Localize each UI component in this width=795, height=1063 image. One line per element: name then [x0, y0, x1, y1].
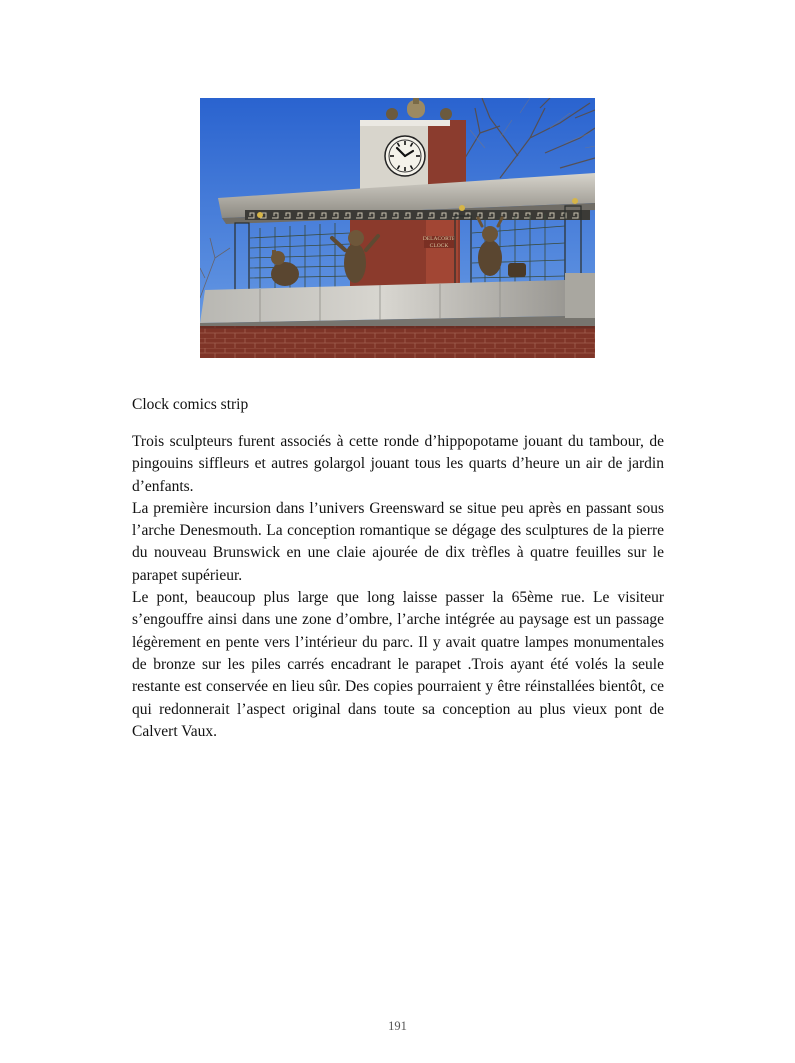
- photo-clock-tower-icon: [200, 98, 595, 358]
- paragraph: La première incursion dans l’univers Greensward se situe peu après en passant sous l’arche Denesmouth. La conception romantique se dégage des sculptures de la pierre du nouveau Brunswick en une claie ajourée de dix trèfles à quatre feuilles sur le parapet supérieur.: [132, 499, 664, 584]
- svg-text:DELACORTE: DELACORTE: [422, 236, 456, 242]
- page-number: 191: [388, 1019, 407, 1033]
- paragraph: Le pont, beaucoup plus large que long laisse passer la 65ème rue. Le visiteur s’engouffre ainsi dans une zone d’ombre, l’arche intégrée au paysage est un passage légèrement en pente vers l’intérieur du parc. Il y avait quatre lampes monumentales de bronze sur les piles carrés encadrant le parapet .Trois ayant été volés la seule restante est conservée en lieu sûr. Des copies pourraient y être réinstallées bientôt, ce qui redonnerait l’aspect original dans toute sa conception au plus vieux pont de Calvert Vaux.: [132, 589, 664, 740]
- clock-tower-photo: [200, 98, 595, 358]
- paragraph: Trois sculpteurs furent associés à cette ronde d’hippopotame jouant du tambour, de pingouins siffleurs et autres golargol jouant tous les quarts d’heure un air de jardin d’enfants.: [132, 433, 664, 495]
- figure-caption: Clock comics strip: [132, 396, 249, 413]
- svg-text:CLOCK: CLOCK: [429, 243, 449, 249]
- body-text: [132, 431, 664, 743]
